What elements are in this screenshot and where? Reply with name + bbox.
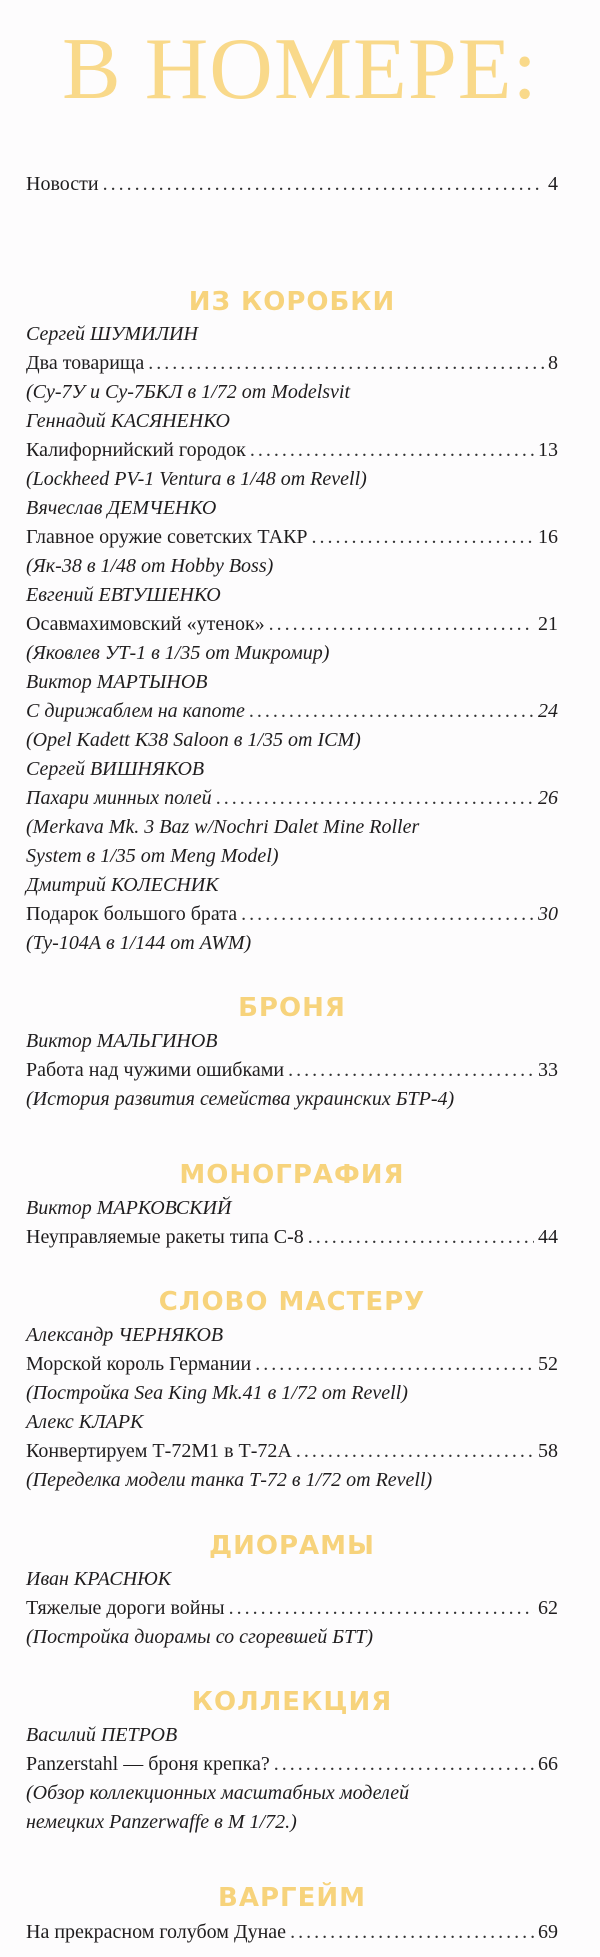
entry-page: 26: [538, 787, 558, 809]
entry-subtitle: (Opel Kadett K38 Saloon в 1/35 от ICM): [26, 729, 361, 751]
entry-subtitle: (Lockheed PV-1 Ventura в 1/48 от Revell): [26, 468, 367, 490]
author: Евгений ЕВТУШЕНКО: [26, 584, 221, 606]
dot-leader: [250, 436, 534, 465]
toc-entry[interactable]: [26, 900, 558, 929]
entry-title: Конвертируем Т-72М1 в Т-72А: [26, 1440, 292, 1462]
entry-subtitle: System в 1/35 от Meng Model): [26, 845, 279, 867]
section-heading-kollekciya: КОЛЛЕКЦИЯ: [191, 1687, 393, 1717]
author: Сергей ШУМИЛИН: [26, 323, 198, 345]
toc-entry[interactable]: [26, 610, 558, 639]
author: Виктор МАРКОВСКИЙ: [26, 1197, 232, 1219]
entry-page: 52: [538, 1353, 558, 1375]
section-heading-wargame: ВАРГЕЙМ: [218, 1883, 366, 1913]
author: Виктор МАЛЬГИНОВ: [26, 1030, 218, 1052]
entry-title: Главное оружие советских ТАКР: [26, 526, 308, 548]
entry-page: 66: [538, 1753, 558, 1775]
dot-leader: [288, 1056, 534, 1085]
entry-page: 24: [538, 700, 558, 722]
entry-title: Тяжелые дороги войны: [26, 1597, 225, 1619]
entry-page: 44: [538, 1226, 558, 1248]
toc-entry[interactable]: [26, 1594, 558, 1623]
entry-title: Осавмахимовский «утенок»: [26, 613, 265, 635]
dot-leader: [241, 900, 534, 929]
author: Иван КРАСНЮК: [26, 1568, 172, 1590]
author: Дмитрий КОЛЕСНИК: [26, 874, 219, 896]
entry-title: Подарок большого брата: [26, 903, 238, 925]
dot-leader: [308, 1223, 534, 1252]
section-heading-dioramy: ДИОРАМЫ: [208, 1531, 375, 1561]
entry-subtitle: (Обзор коллекционных масштабных моделей: [26, 1782, 410, 1804]
toc-entry[interactable]: [26, 1350, 558, 1379]
dot-leader: [216, 784, 534, 813]
dot-leader: [290, 1918, 534, 1947]
entry-subtitle: (Постройка диорамы со сгоревшей БТТ): [26, 1626, 374, 1648]
entry-page: 4: [548, 173, 558, 195]
entry-title: Пахари минных полей: [26, 787, 212, 809]
entry-title: Работа над чужими ошибками: [26, 1059, 285, 1081]
section-heading-iz-korobki: ИЗ КОРОБКИ: [188, 287, 396, 317]
entry-subtitle: (Merkava Mk. 3 Baz w/Nochri Dalet Mine Roller: [26, 816, 420, 838]
dot-leader: [148, 349, 544, 378]
entry-page: 69: [538, 1921, 558, 1943]
toc-entry[interactable]: [26, 784, 558, 813]
section-heading-slovo-masteru: СЛОВО МАСТЕРУ: [158, 1287, 426, 1317]
toc-entry[interactable]: [26, 349, 558, 378]
entry-subtitle: немецких Panzerwaffe в М 1/72.): [26, 1811, 297, 1833]
entry-subtitle: (Як-38 в 1/48 от Hobby Boss): [26, 555, 274, 577]
entry-title: Морской король Германии: [26, 1353, 252, 1375]
author: Вячеслав ДЕМЧЕНКО: [26, 497, 217, 519]
page-title: В НОМЕРЕ:: [62, 21, 538, 118]
entry-subtitle: (Ту-104А в 1/144 от AWM): [26, 932, 252, 954]
toc-entry[interactable]: [26, 1223, 558, 1252]
entry-subtitle: (Яковлев УТ-1 в 1/35 от Микромир): [26, 642, 330, 664]
dot-leader: [312, 523, 534, 552]
entry-page: 62: [538, 1597, 558, 1619]
entry-title: Калифорнийский городок: [26, 439, 246, 461]
toc-entry[interactable]: [26, 436, 558, 465]
entry-page: 33: [538, 1059, 558, 1081]
author: Василий ПЕТРОВ: [26, 1724, 178, 1746]
author: Александр ЧЕРНЯКОВ: [26, 1324, 224, 1346]
entry-subtitle: (Су-7У и Су-7БКЛ в 1/72 от Modelsvit: [26, 381, 351, 403]
section-heading-bronya: БРОНЯ: [238, 993, 346, 1023]
dot-leader: [249, 697, 534, 726]
entry-subtitle: (Переделка модели танка Т-72 в 1/72 от Revell): [26, 1469, 433, 1491]
entry-title: Новости: [26, 173, 99, 195]
entry-subtitle: (История развития семейства украинских БТР-4): [26, 1088, 455, 1110]
entry-title: На прекрасном голубом Дунае: [26, 1921, 287, 1943]
toc-entry[interactable]: [26, 523, 558, 552]
entry-title: С дирижаблем на капоте: [26, 700, 245, 722]
dot-leader: [255, 1350, 534, 1379]
author: Виктор МАРТЫНОВ: [26, 671, 208, 693]
entry-page: 16: [538, 526, 558, 548]
author: Геннадий КАСЯНЕНКО: [26, 410, 230, 432]
toc-entry-news[interactable]: [26, 170, 558, 199]
toc-entry[interactable]: [26, 697, 558, 726]
toc-entry[interactable]: [26, 1056, 558, 1085]
author: Сергей ВИШНЯКОВ: [26, 758, 205, 780]
dot-leader: [229, 1594, 534, 1623]
entry-page: 21: [538, 613, 558, 635]
entry-title: Два товарища: [26, 352, 145, 374]
entry-title: Неуправляемые ракеты типа С-8: [26, 1226, 304, 1248]
dot-leader: [103, 170, 544, 199]
toc-entry[interactable]: [26, 1437, 558, 1466]
dot-leader: [296, 1437, 534, 1466]
section-heading-monografiya: МОНОГРАФИЯ: [179, 1160, 405, 1190]
toc-entry[interactable]: [26, 1750, 558, 1779]
entry-page: 58: [538, 1440, 558, 1462]
dot-leader: [269, 610, 534, 639]
entry-page: 13: [538, 439, 558, 461]
entry-subtitle: (Постройка Sea King Mk.41 в 1/72 от Revell): [26, 1382, 408, 1404]
entry-page: 8: [548, 352, 558, 374]
entry-title: Panzerstahl — броня крепка?: [26, 1753, 270, 1775]
toc-entry[interactable]: [26, 1918, 558, 1947]
dot-leader: [274, 1750, 534, 1779]
author: Алекс КЛАРК: [26, 1411, 144, 1433]
entry-page: 30: [538, 903, 558, 925]
